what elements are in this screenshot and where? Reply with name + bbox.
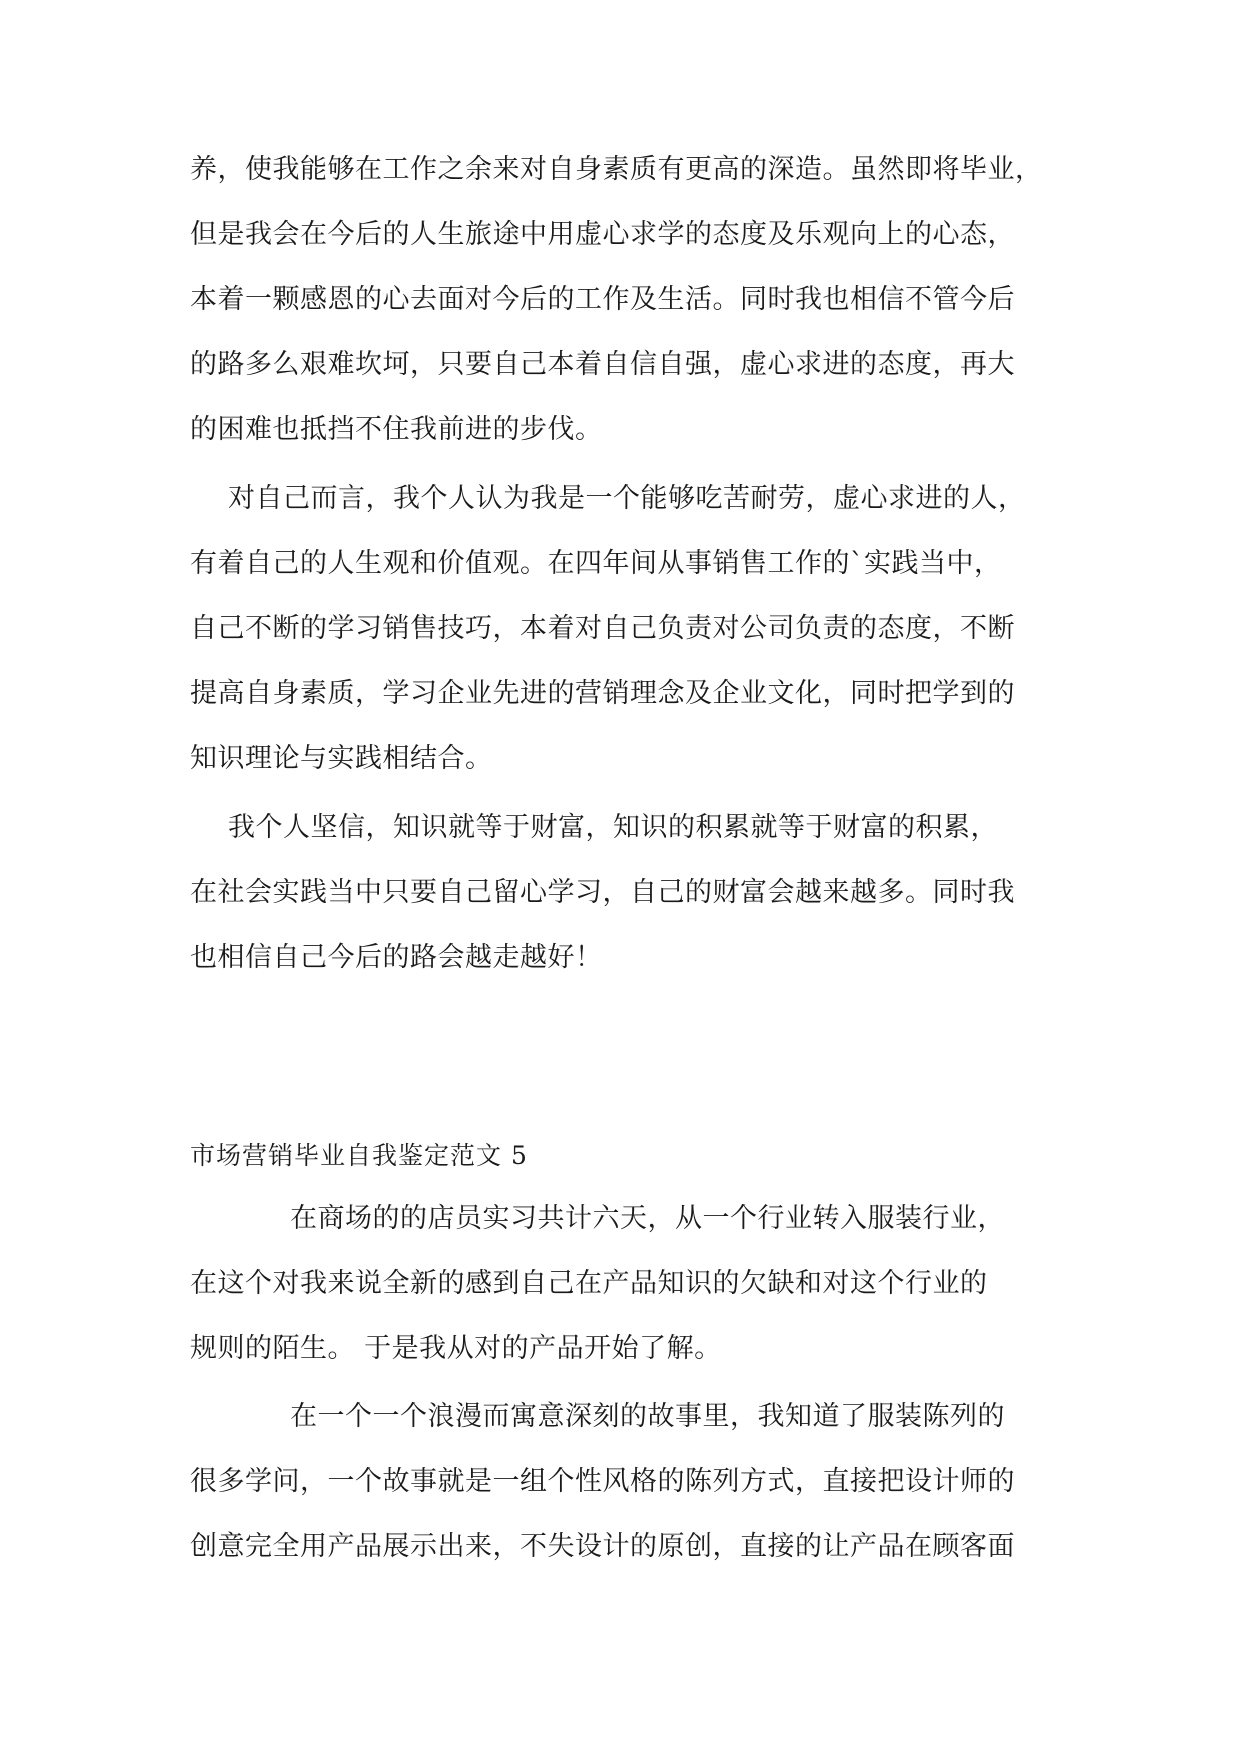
paragraph-4-line-2: 在这个对我来说全新的感到自己在产品知识的欠缺和对这个行业的	[190, 1268, 988, 1299]
paragraph-1-line-1: 养，使我能够在工作之余来对自身素质有更高的深造。虽然即将毕业，	[190, 154, 1043, 185]
paragraph-5-line-2: 很多学问，一个故事就是一组个性风格的陈列方式，直接把设计师的	[190, 1466, 1015, 1497]
section-title: 市场营销毕业自我鉴定范文 5	[190, 1141, 528, 1170]
paragraph-2-line-5: 知识理论与实践相结合。	[190, 743, 493, 774]
paragraph-1-line-5: 的困难也抵挡不住我前进的步伐。	[190, 414, 603, 445]
paragraph-3-line-2: 在社会实践当中只要自己留心学习，自己的财富会越来越多。同时我	[190, 877, 1015, 908]
paragraph-2-line-2: 有着自己的人生观和价值观。在四年间从事销售工作的`实践当中，	[190, 548, 1002, 579]
paragraph-1-line-2: 但是我会在今后的人生旅途中用虚心求学的态度及乐观向上的心态，	[190, 219, 1015, 250]
paragraph-5-line-1: 在一个一个浪漫而寓意深刻的故事里，我知道了服装陈列的	[290, 1401, 1005, 1432]
paragraph-4-line-1: 在商场的的店员实习共计六天，从一个行业转入服装行业，	[290, 1203, 1005, 1234]
paragraph-3-line-3: 也相信自己今后的路会越走越好！	[190, 942, 603, 973]
paragraph-2-line-1: 对自己而言，我个人认为我是一个能够吃苦耐劳，虚心求进的人，	[228, 483, 1026, 514]
paragraph-4-line-3: 规则的陌生。 于是我从对的产品开始了解。	[190, 1333, 722, 1364]
paragraph-2-line-4: 提高自身素质，学习企业先进的营销理念及企业文化，同时把学到的	[190, 678, 1015, 709]
paragraph-5-line-3: 创意完全用产品展示出来，不失设计的原创，直接的让产品在顾客面	[190, 1531, 1015, 1562]
paragraph-1-line-3: 本着一颗感恩的心去面对今后的工作及生活。同时我也相信不管今后	[190, 284, 1015, 315]
paragraph-3-line-1: 我个人坚信，知识就等于财富，知识的积累就等于财富的积累，	[228, 812, 998, 843]
paragraph-2-line-3: 自己不断的学习销售技巧，本着对自己负责对公司负责的态度，不断	[190, 613, 1015, 644]
paragraph-1-line-4: 的路多么艰难坎坷，只要自己本着自信自强，虚心求进的态度，再大	[190, 349, 1015, 380]
